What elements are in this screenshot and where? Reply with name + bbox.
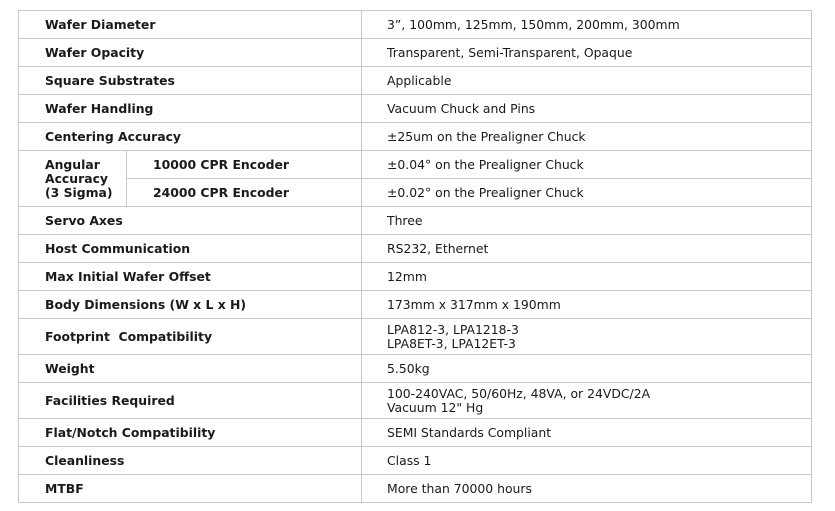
spec-label: Body Dimensions (W x L x H) (19, 291, 362, 319)
spec-value: 5.50kg (362, 355, 812, 383)
angular-label-line: Angular (45, 156, 100, 172)
spec-label: Wafer Opacity (19, 39, 362, 67)
spec-value: SEMI Standards Compliant (362, 419, 812, 447)
spec-value-line: LPA8ET-3, LPA12ET-3 (387, 335, 516, 351)
angular-label-line: (3 Sigma) (45, 184, 113, 200)
spec-label: MTBF (19, 475, 362, 503)
specifications-table (18, 10, 812, 503)
spec-label: Wafer Diameter (19, 11, 362, 39)
spec-label: Square Substrates (19, 67, 362, 95)
spec-label: Cleanliness (19, 447, 362, 475)
spec-value: ±0.04° on the Prealigner Chuck (362, 151, 812, 179)
encoder-label: 24000 CPR Encoder (127, 179, 362, 207)
spec-label: Weight (19, 355, 362, 383)
table-row (19, 475, 812, 503)
spec-value: Applicable (362, 67, 812, 95)
spec-value: More than 70000 hours (362, 475, 812, 503)
spec-label: Max Initial Wafer Offset (19, 263, 362, 291)
spec-value: Vacuum Chuck and Pins (362, 95, 812, 123)
table-row (19, 419, 812, 447)
table-row (19, 383, 812, 419)
table-row (19, 263, 812, 291)
table-row (19, 11, 812, 39)
table-row (19, 123, 812, 151)
spec-value: 173mm x 317mm x 190mm (362, 291, 812, 319)
spec-value: Class 1 (362, 447, 812, 475)
spec-value: Transparent, Semi-Transparent, Opaque (362, 39, 812, 67)
table-row (19, 447, 812, 475)
spec-value: ±0.02° on the Prealigner Chuck (362, 179, 812, 207)
table-row (19, 95, 812, 123)
table-row (19, 179, 812, 207)
spec-label: Wafer Handling (19, 95, 362, 123)
table-row (19, 235, 812, 263)
spec-value-line: Vacuum 12" Hg (387, 399, 484, 415)
spec-value: 12mm (362, 263, 812, 291)
table-row (19, 151, 812, 179)
table-row (19, 319, 812, 355)
spec-value (362, 383, 812, 419)
spec-value-line: LPA812-3, LPA1218-3 (387, 321, 519, 337)
angular-label-line: Accuracy (45, 170, 108, 186)
spec-label: Footprint Compatibility (19, 319, 362, 355)
spec-label: Flat/Notch Compatibility (19, 419, 362, 447)
angular-accuracy-label (19, 151, 127, 207)
table-row (19, 207, 812, 235)
spec-label: Centering Accuracy (19, 123, 362, 151)
spec-label: Host Communication (19, 235, 362, 263)
table-row (19, 291, 812, 319)
spec-label: Facilities Required (19, 383, 362, 419)
encoder-label: 10000 CPR Encoder (127, 151, 362, 179)
spec-value (362, 319, 812, 355)
spec-value: RS232, Ethernet (362, 235, 812, 263)
spec-value-line: 100-240VAC, 50/60Hz, 48VA, or 24VDC/2A (387, 385, 651, 401)
table-row (19, 355, 812, 383)
spec-value: 3”, 100mm, 125mm, 150mm, 200mm, 300mm (362, 11, 812, 39)
table-row (19, 67, 812, 95)
table-row (19, 39, 812, 67)
spec-value: ±25um on the Prealigner Chuck (362, 123, 812, 151)
spec-value: Three (362, 207, 812, 235)
spec-label: Servo Axes (19, 207, 362, 235)
